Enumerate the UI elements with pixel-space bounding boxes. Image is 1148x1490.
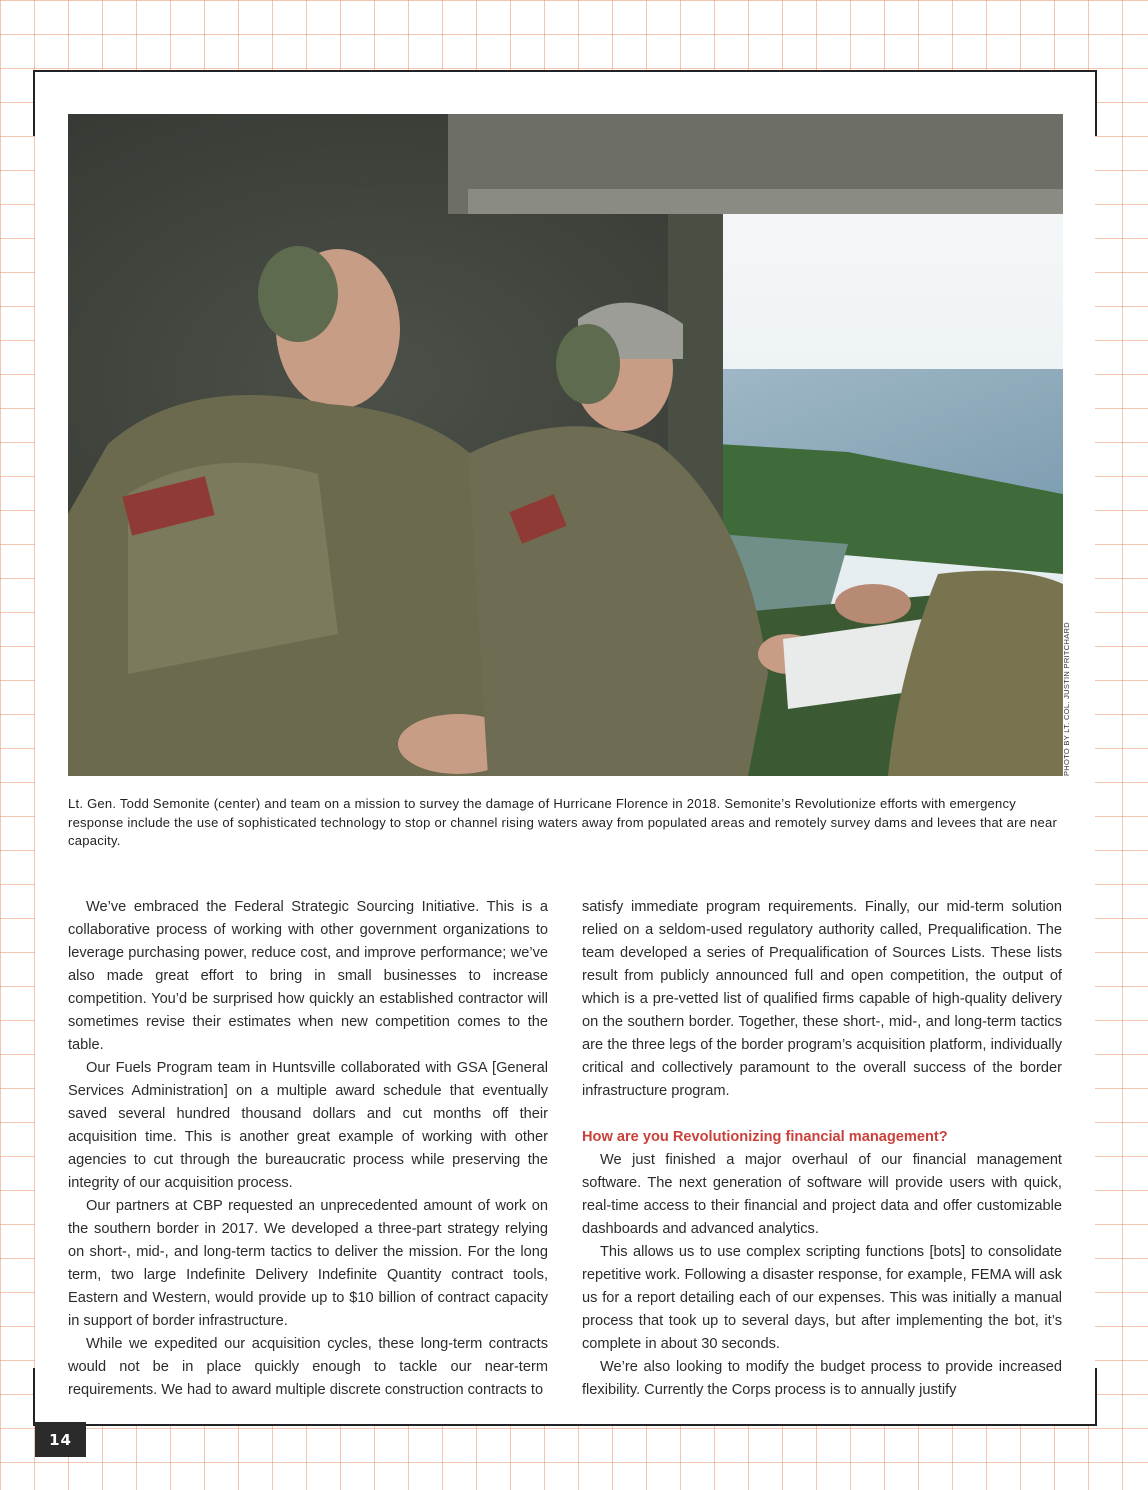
- frame-corner: [33, 1368, 35, 1426]
- frame-corner: [33, 70, 35, 136]
- photo-credit: PHOTO BY LT. COL. JUSTIN PRITCHARD: [1062, 622, 1071, 776]
- article-column-right: [582, 896, 1062, 1402]
- paragraph: This allows us to use complex scripting functions [bots] to consolidate repetitive work. Following a disaster response, for example, FEMA will ask us for a report detailing each of our expenses. This was initially a manual process that took up to several days, but after implementing the bot, it’s complete in about 30 seconds.: [582, 1244, 1062, 1352]
- paragraph: Our partners at CBP requested an unprecedented amount of work on the southern border in 2017. We developed a three-part strategy relying on short-, mid-, and long-term tactics to deliver the mission. For the long term, two large Indefinite Delivery Indefinite Quantity contract tools, Eastern and Western, would provide up to $10 billion of contract capacity in support of border infrastructure.: [68, 1198, 548, 1329]
- section-heading: How are you Revolutionizing financial management?: [582, 1129, 948, 1145]
- frame-corner: [1095, 1368, 1097, 1426]
- page-number: 14: [35, 1422, 86, 1457]
- photo-caption: Lt. Gen. Todd Semonite (center) and team on a mission to survey the damage of Hurricane Florence in 2018. Semonite’s Revolutionize efforts with emergency response include the use of sophisticated technology to stop or channel rising waters away from populated areas and remotely survey dams and levees that are near capacity.: [68, 796, 1058, 848]
- article-column-left: [68, 896, 548, 1402]
- paragraph: We just finished a major overhaul of our financial management software. The next generation of software will provide users with quick, real-time access to their financial and project data and offer customizable dashboards and advanced analytics.: [582, 1152, 1062, 1237]
- paragraph: We’ve embraced the Federal Strategic Sourcing Initiative. This is a collaborative process of working with other government organizations to leverage purchasing power, reduce cost, and improve performance; we’ve also made great effort to bring in small businesses to increase competition. You’d be surprised how quickly an established contractor will sometimes revise their estimates when new competition comes to the table.: [68, 899, 548, 1053]
- paragraph: While we expedited our acquisition cycles, these long-term contracts would not be in place quickly enough to tackle our near-term requirements. We had to award multiple discrete construction contracts to: [68, 1336, 548, 1398]
- paragraph: satisfy immediate program requirements. Finally, our mid-term solution relied on a seldom-used regulatory authority called, Prequalification. The team developed a series of Prequalification of Sources Lists. These lists result from publicly announced full and open competition, the output of which is a pre-vetted list of qualified firms capable of high-quality delivery on the southern border. Together, these short-, mid-, and long-term tactics are the three legs of the border program’s acquisition platform, individually critical and collectively paramount to the overall success of the border infrastructure program.: [582, 899, 1062, 1099]
- frame-corner: [1095, 70, 1097, 136]
- paragraph: Our Fuels Program team in Huntsville collaborated with GSA [General Services Administration] on a multiple award schedule that eventually saved several hundred thousand dollars and cut months off their acquisition time. This is another great example of working with other agencies to cut through the bureaucratic process while preserving the integrity of our acquisition process.: [68, 1060, 548, 1191]
- feature-photo: [68, 114, 1063, 776]
- paragraph: We’re also looking to modify the budget process to provide increased flexibility. Currently the Corps process is to annually justify: [582, 1359, 1062, 1398]
